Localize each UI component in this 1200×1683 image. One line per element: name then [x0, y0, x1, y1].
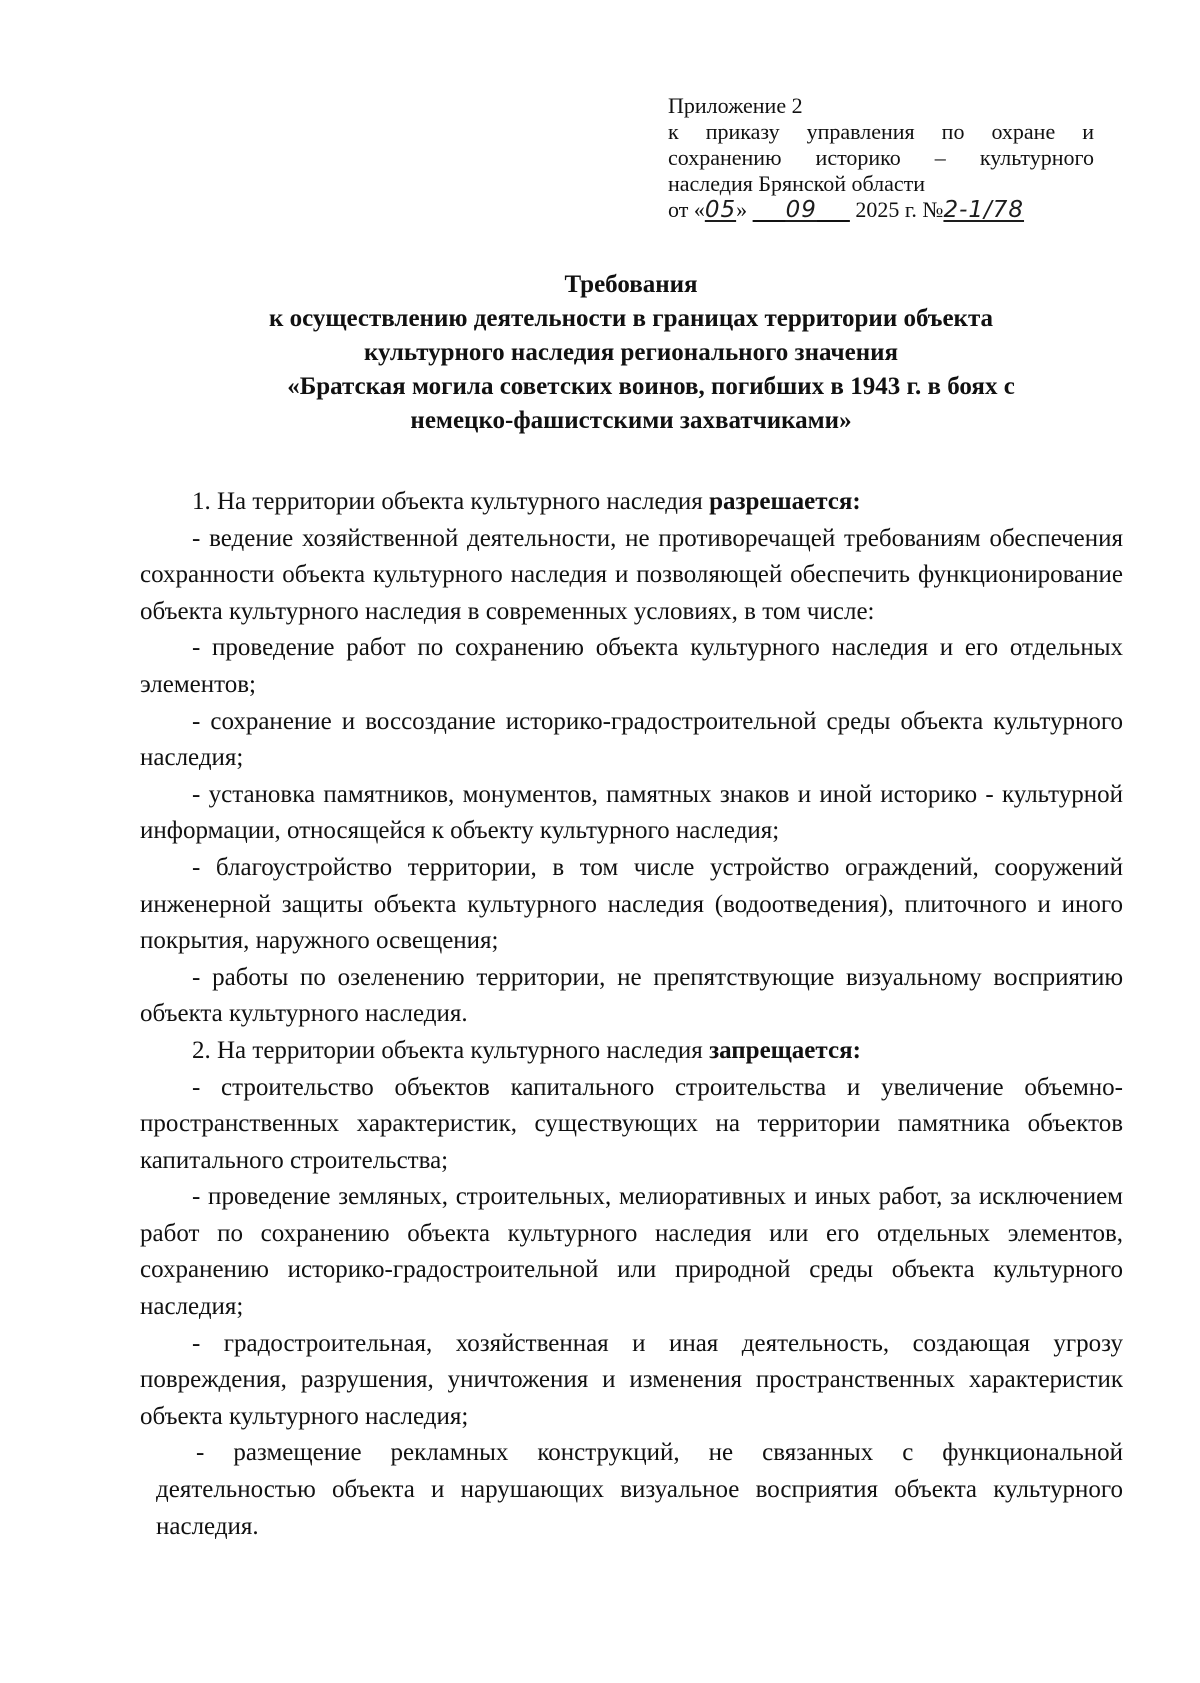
appendix-order-ref-line1: к приказу управления по охране и [668, 119, 1094, 144]
appendix-date-line [668, 197, 1094, 223]
title-line-3: культурного наследия регионального значения [363, 339, 899, 366]
section-2-item: - градостроительная, хозяйственная и иная деятельность, создающая угрозу повреждения, разрушения, уничтожения и изменения пространственных характеристик объекта культурного наследия; [140, 1329, 1123, 1430]
section-1-item: - проведение работ по сохранению объекта культурного наследия и его отдельных элементов; [140, 634, 1123, 698]
document-title [140, 268, 1122, 438]
section-1-item: - благоустройство территории, в том числе устройство ограждений, сооружений инженерной защиты объекта культурного наследия (водоотведения), плиточного и иного покрытия, наружного освещения; [140, 853, 1123, 955]
document-body [140, 484, 1123, 1545]
date-year: 2025 г. № [855, 197, 944, 222]
title-line-1: Требования [564, 271, 698, 298]
section-1-item: - ведение хозяйственной деятельности, не противоречащей требованиям обеспечения сохранности объекта культурного наследия и позволяющей обеспечить функционирование объекта культурного наследия в современных условиях, в том числе: [140, 524, 1123, 625]
appendix-header [668, 93, 1094, 223]
section-2-item: - размещение рекламных конструкций, не связанных с функциональной деятельностью объекта и нарушающих визуальное восприятия объекта культурного наследия. [156, 1439, 1123, 1540]
section-1-item: - работы по озеленению территории, не препятствующие визуальному восприятию объекта культурного наследия. [140, 963, 1123, 1028]
date-month-handwritten: 09 [785, 197, 817, 223]
section-2-heading-bold: запрещается: [709, 1036, 861, 1064]
date-mid: » [736, 197, 748, 222]
title-line-2: к осуществлению деятельности в границах территории объекта [268, 305, 994, 332]
date-prefix: от « [668, 197, 705, 222]
section-2-heading [140, 1033, 1123, 1070]
appendix-order-ref-line2: сохранению историко – культурного [668, 145, 1094, 170]
section-2-item: - строительство объектов капитального строительства и увеличение объемно-пространственных характеристик, существующих на территории памятника объектов капитального строительства; [140, 1073, 1123, 1174]
section-1-item: - установка памятников, монументов, памятных знаков и иной историко - культурной информации, относящейся к объекту культурного наследия; [140, 780, 1123, 845]
order-number-handwritten: 2-1/78 [943, 197, 1025, 223]
section-1-item: - сохранение и воссоздание историко-градостроительной среды объекта культурного наследия; [140, 707, 1123, 772]
section-1-heading-bold: разрешается: [709, 488, 861, 515]
section-2-heading-text: 2. На территории объекта культурного наследия [192, 1036, 710, 1064]
appendix-order-ref-line3: наследия Брянской области [668, 171, 926, 196]
date-day-handwritten: 05 [704, 197, 737, 223]
title-line-4: «Братская могила советских воинов, погибших в 1943 г. в боях с [287, 373, 1015, 400]
section-2-item: - проведение земляных, строительных, мелиоративных и иных работ, за исключением работ по сохранению объекта культурного наследия или его отдельных элементов, сохранению историко-градостроительной или природной среды объекта культурного наследия; [140, 1183, 1123, 1321]
date-month-field [753, 197, 850, 223]
title-line-5: немецко-фашистскими захватчиками» [410, 407, 852, 434]
appendix-number: Приложение 2 [668, 93, 803, 118]
section-1-heading-text: 1. На территории объекта культурного наследия [192, 488, 710, 515]
section-1-heading [140, 484, 1123, 521]
